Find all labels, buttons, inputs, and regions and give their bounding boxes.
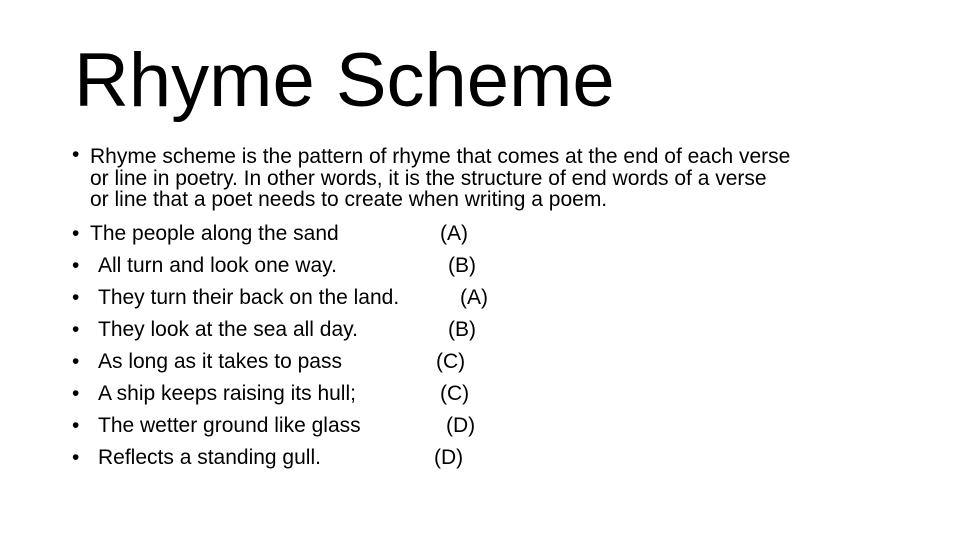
verse-line bbox=[70, 314, 910, 346]
verse-text: A ship keeps raising its hull; bbox=[98, 381, 356, 405]
verse-line bbox=[70, 442, 910, 474]
definition-line: or line in poetry. In other words, it is the structure of end words of a verse bbox=[90, 166, 767, 190]
definition-line: Rhyme scheme is the pattern of rhyme that comes at the end of each verse bbox=[90, 145, 791, 168]
verse-text: They look at the sea all day. bbox=[98, 317, 358, 341]
verse-line bbox=[70, 218, 910, 250]
verse-line bbox=[70, 250, 910, 282]
bullet-dot: • bbox=[72, 143, 80, 166]
definition-line: or line that a poet needs to create when writing a poem. bbox=[90, 188, 608, 211]
verse-text: The wetter ground like glass bbox=[98, 413, 361, 437]
slide-title: Rhyme Scheme bbox=[74, 38, 615, 123]
bullet-dot: • bbox=[72, 285, 80, 309]
bullet-dot: • bbox=[72, 317, 80, 341]
verse-text: Reflects a standing gull. bbox=[98, 445, 321, 469]
verse-line bbox=[70, 346, 910, 378]
verse-line bbox=[70, 378, 910, 410]
verse-text: They turn their back on the land. bbox=[98, 285, 400, 309]
rhyme-label: (A) bbox=[460, 285, 488, 309]
rhyme-label: (B) bbox=[448, 317, 476, 341]
rhyme-label: (B) bbox=[448, 253, 476, 277]
rhyme-label: (C) bbox=[440, 381, 470, 405]
rhyme-label: (D) bbox=[434, 445, 464, 469]
rhyme-label: (D) bbox=[446, 413, 476, 437]
rhyme-label: (C) bbox=[436, 349, 466, 373]
verse-text: As long as it takes to pass bbox=[98, 349, 342, 373]
definition-text bbox=[90, 146, 910, 211]
bullet-list bbox=[70, 144, 910, 474]
rhyme-label: (A) bbox=[440, 221, 468, 245]
bullet-dot: • bbox=[72, 381, 80, 405]
bullet-dot: • bbox=[72, 349, 80, 373]
bullet-dot: • bbox=[72, 445, 80, 469]
verse-line bbox=[70, 282, 910, 314]
verse-line bbox=[70, 410, 910, 442]
bullet-dot: • bbox=[72, 221, 80, 245]
verse-text: All turn and look one way. bbox=[98, 253, 337, 277]
bullet-dot: • bbox=[72, 253, 80, 277]
verse-text: The people along the sand bbox=[90, 221, 339, 245]
definition-bullet bbox=[70, 144, 910, 218]
bullet-dot: • bbox=[72, 413, 80, 437]
